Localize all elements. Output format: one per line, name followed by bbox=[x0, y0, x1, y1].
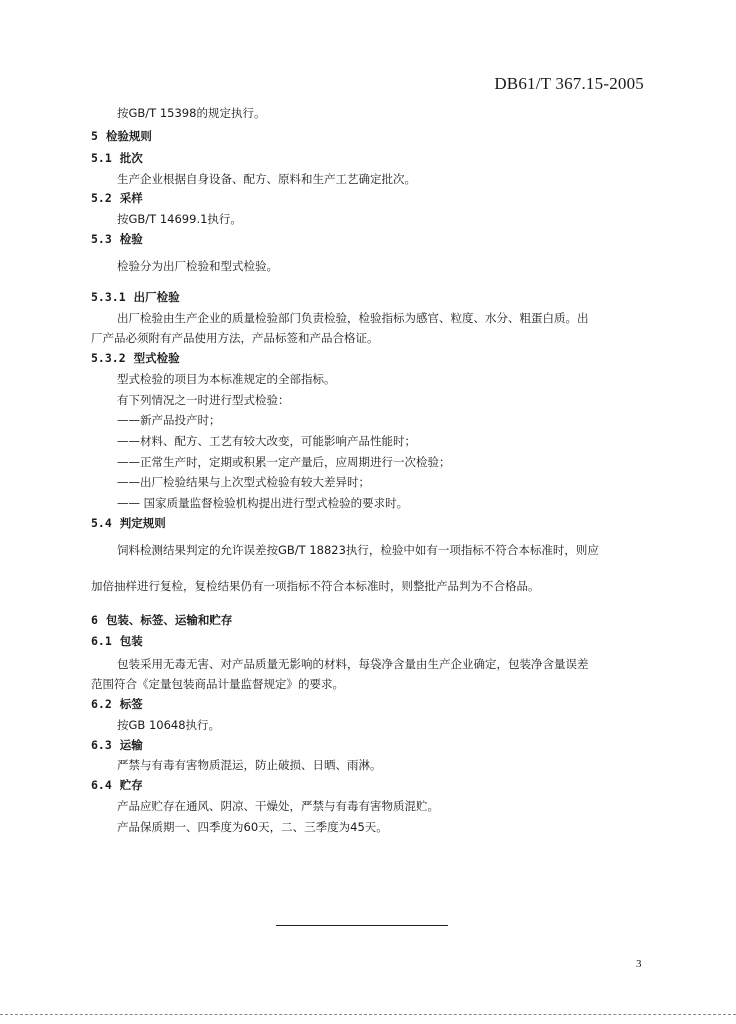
section-title: 出厂检验 bbox=[133, 290, 180, 304]
section-title: 包装 bbox=[119, 634, 143, 648]
section-title: 标签 bbox=[119, 697, 143, 711]
scan-edge-line bbox=[0, 1014, 736, 1015]
paragraph-line: 厂产品必须附有产品使用方法，产品标签和产品合格证。 bbox=[91, 331, 379, 345]
section-title: 批次 bbox=[119, 151, 143, 165]
section-heading-6 bbox=[91, 612, 232, 628]
list-item: ——出厂检验结果与上次型式检验有较大差异时； bbox=[117, 475, 370, 489]
section-number: 6.2 bbox=[91, 697, 112, 711]
section-heading-6-1 bbox=[91, 633, 143, 649]
section-number: 5.3.2 bbox=[91, 351, 126, 365]
section-number: 5.3.1 bbox=[91, 290, 126, 304]
section-title: 判定规则 bbox=[119, 516, 166, 530]
section-title: 检验规则 bbox=[105, 129, 152, 143]
paragraph-line: 检验分为出厂检验和型式检验。 bbox=[117, 259, 278, 273]
paragraph-line: 产品应贮存在通风、阴凉、干燥处，严禁与有毒有害物质混贮。 bbox=[117, 799, 439, 813]
section-title: 包装、标签、运输和贮存 bbox=[105, 613, 233, 627]
section-heading-5-3 bbox=[91, 231, 143, 247]
paragraph-line: 型式检验的项目为本标准规定的全部指标。 bbox=[117, 372, 336, 386]
standard-number: DB61/T 367.15-2005 bbox=[494, 74, 644, 93]
section-number: 6.1 bbox=[91, 634, 112, 648]
section-number: 5.4 bbox=[91, 516, 112, 530]
section-heading-5-3-1 bbox=[91, 289, 180, 305]
section-number: 5.2 bbox=[91, 191, 112, 205]
list-item: ——材料、配方、工艺有较大改变，可能影响产品性能时； bbox=[117, 434, 416, 448]
paragraph-line: 加倍抽样进行复检，复检结果仍有一项指标不符合本标准时，则整批产品判为不合格品。 bbox=[91, 579, 540, 593]
section-number: 5.1 bbox=[91, 151, 112, 165]
section-number: 5.3 bbox=[91, 232, 112, 246]
paragraph-line: 按GB/T 14699.1执行。 bbox=[117, 212, 242, 226]
paragraph-line: 范围符合《定量包装商品计量监督规定》的要求。 bbox=[91, 677, 344, 691]
section-heading-5-3-2 bbox=[91, 350, 180, 366]
section-title: 检验 bbox=[119, 232, 143, 246]
section-heading-6-3 bbox=[91, 737, 143, 753]
section-heading-5-1 bbox=[91, 150, 143, 166]
paragraph-line: 产品保质期一、四季度为60天，二、三季度为45天。 bbox=[117, 820, 388, 834]
page-number: 3 bbox=[636, 958, 642, 970]
section-number: 5 bbox=[91, 129, 98, 143]
section-title: 运输 bbox=[119, 738, 143, 752]
section-title: 贮存 bbox=[119, 778, 143, 792]
list-item: ——新产品投产时； bbox=[117, 413, 221, 427]
paragraph-line: 生产企业根据自身设备、配方、原料和生产工艺确定批次。 bbox=[117, 172, 416, 186]
paragraph-line: 饲料检测结果判定的允许误差按GB/T 18823执行，检验中如有一项指标不符合本标准时，则应 bbox=[117, 543, 599, 557]
paragraph-line: 有下列情况之一时进行型式检验： bbox=[117, 393, 290, 407]
section-title: 采样 bbox=[119, 191, 143, 205]
section-heading-5-2 bbox=[91, 190, 143, 206]
section-number: 6.4 bbox=[91, 778, 112, 792]
paragraph-line: 按GB 10648执行。 bbox=[117, 718, 221, 732]
section-number: 6.3 bbox=[91, 738, 112, 752]
list-item: —— 国家质量监督检验机构提出进行型式检验的要求时。 bbox=[117, 496, 409, 510]
end-rule bbox=[276, 925, 448, 926]
section-heading-5 bbox=[91, 128, 152, 144]
paragraph-line: 严禁与有毒有害物质混运，防止破损、日晒、雨淋。 bbox=[117, 758, 382, 772]
section-title: 型式检验 bbox=[133, 351, 180, 365]
paragraph-line: 出厂检验由生产企业的质量检验部门负责检验，检验指标为感官、粒度、水分、粗蛋白质。出 bbox=[117, 311, 589, 325]
list-item: ——正常生产时，定期或积累一定产量后，应周期进行一次检验； bbox=[117, 455, 451, 469]
section-heading-6-2 bbox=[91, 696, 143, 712]
section-number: 6 bbox=[91, 613, 98, 627]
paragraph-line: 按GB/T 15398的规定执行。 bbox=[117, 106, 266, 120]
section-heading-5-4 bbox=[91, 515, 166, 531]
section-heading-6-4 bbox=[91, 777, 143, 793]
paragraph-line: 包装采用无毒无害、对产品质量无影响的材料，每袋净含量由生产企业确定，包装净含量误差 bbox=[117, 657, 589, 671]
